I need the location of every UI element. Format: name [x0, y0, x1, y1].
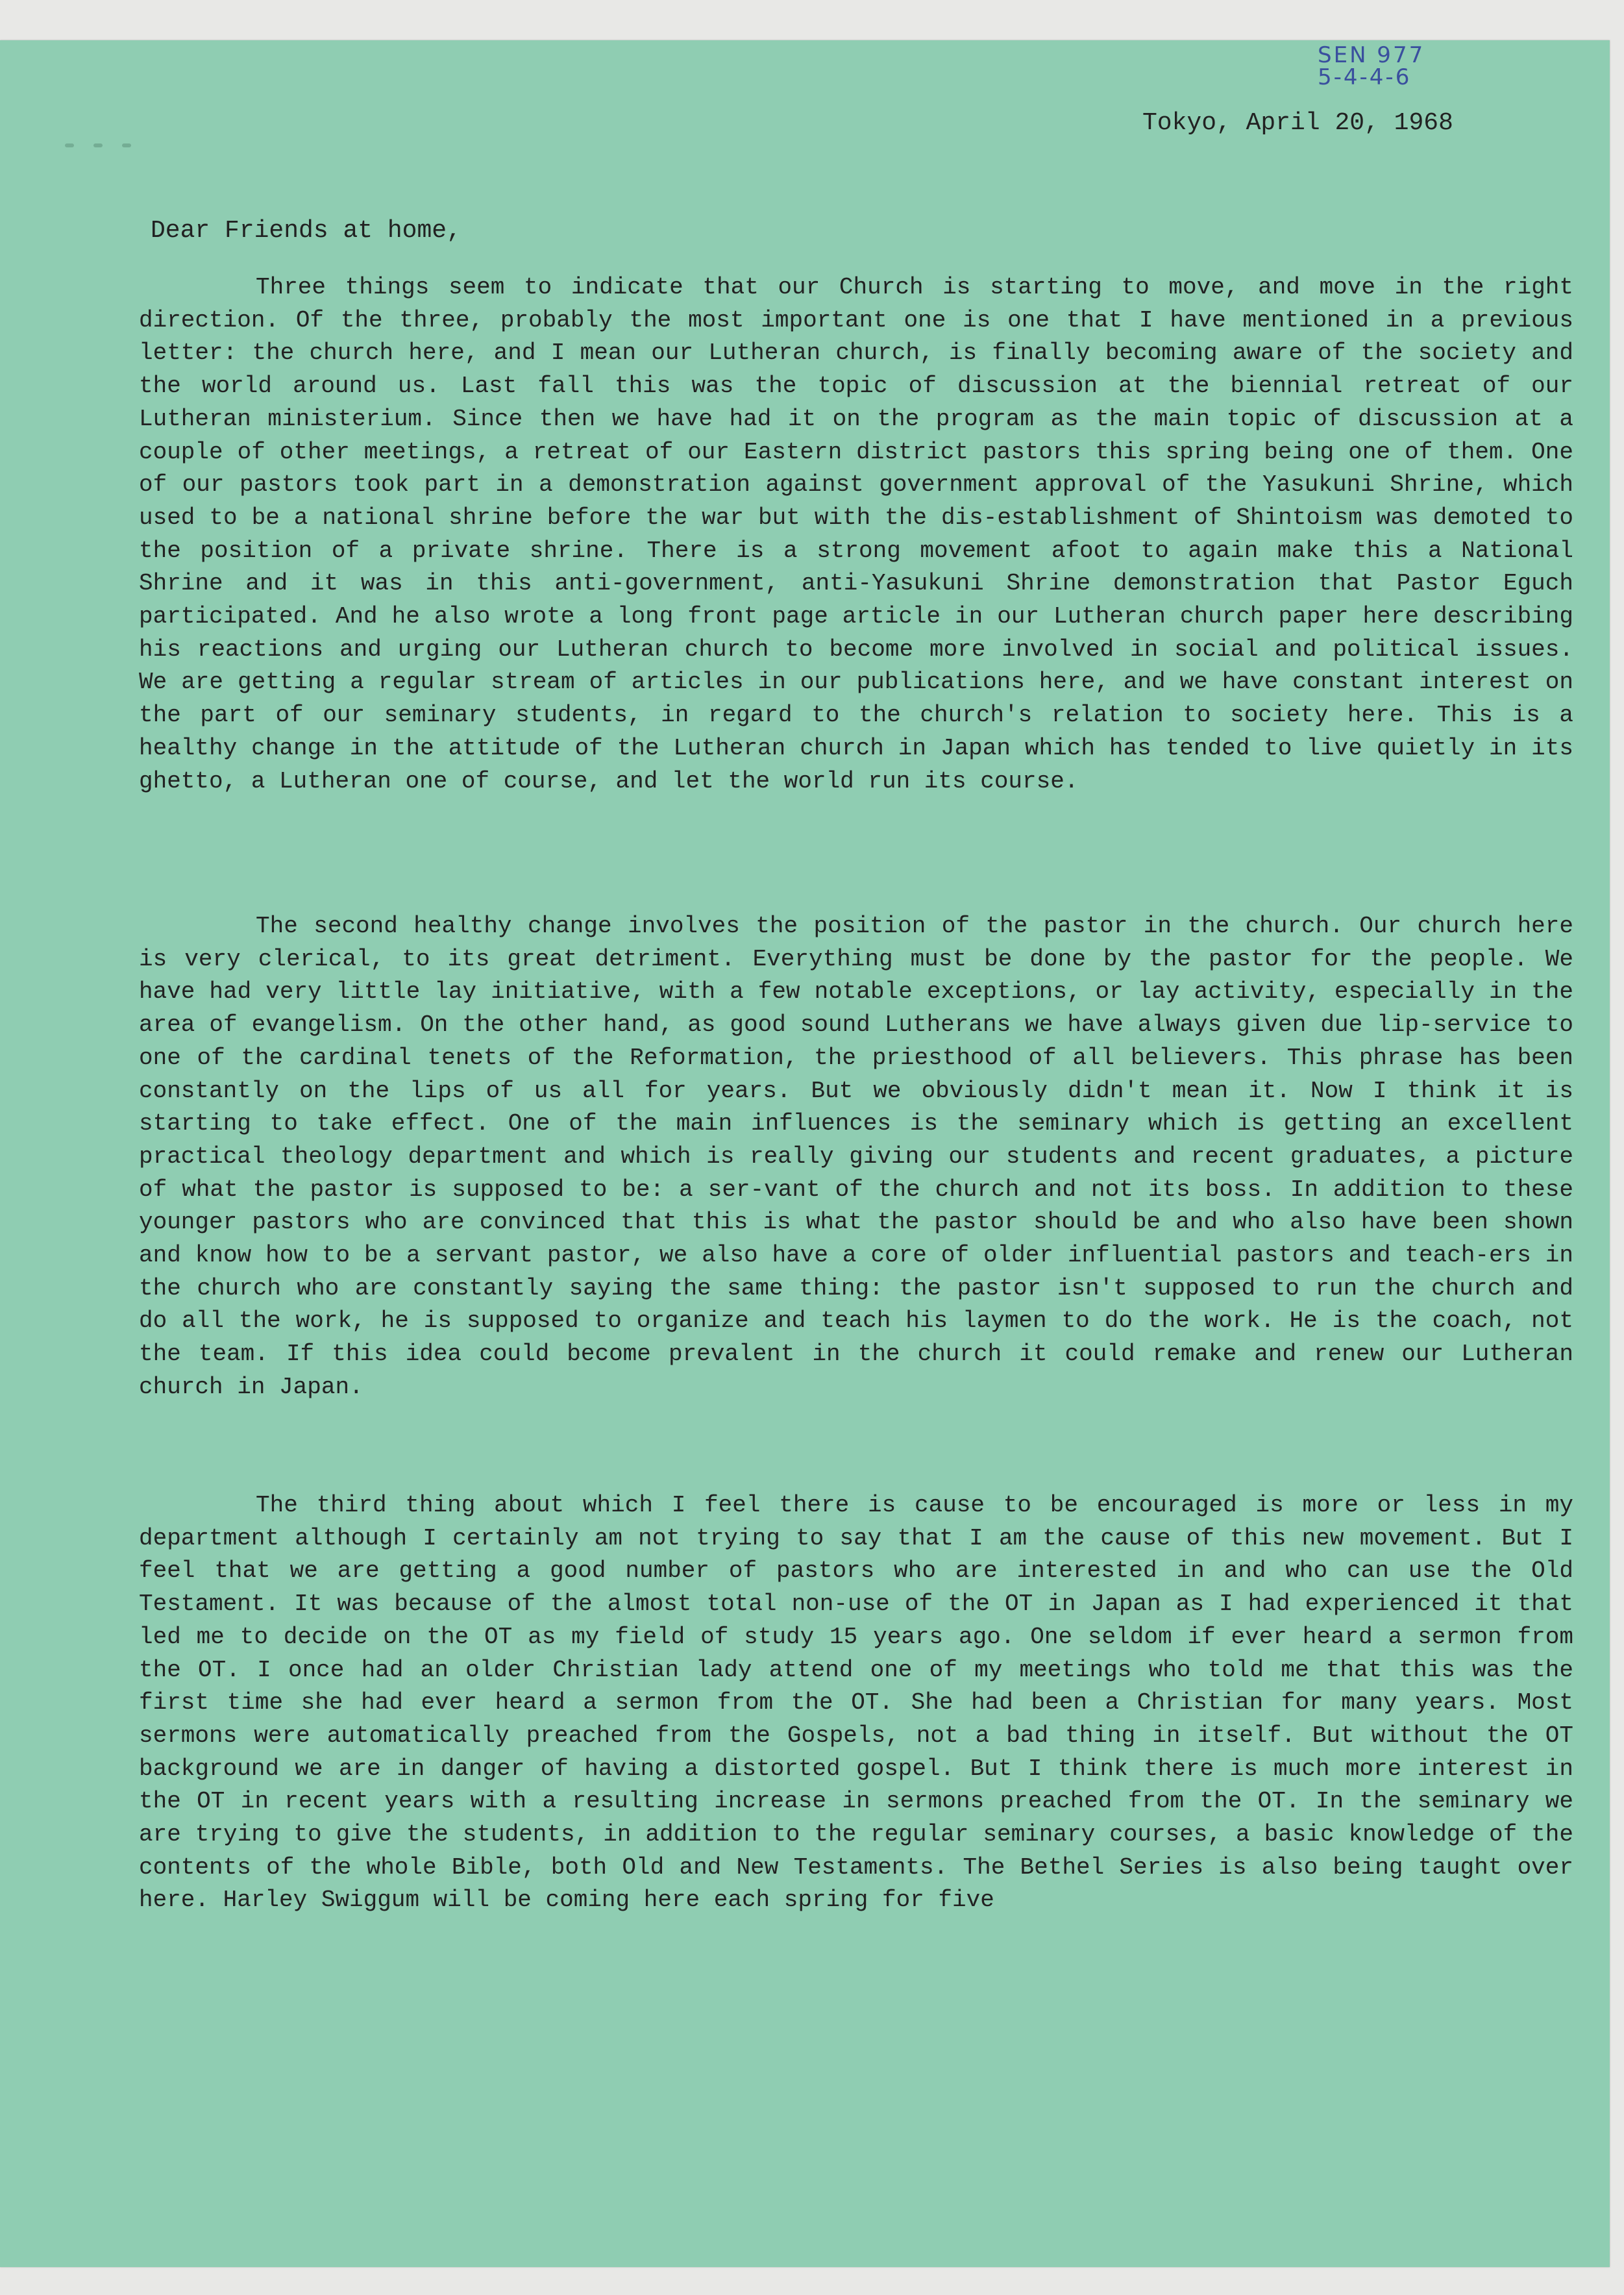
letter-date: Tokyo, April 20, 1968 — [1142, 109, 1453, 137]
salutation: Dear Friends at home, — [151, 217, 461, 245]
handwritten-archive-code — [1318, 44, 1425, 88]
archive-code-line-1: SEN 977 — [1318, 42, 1425, 68]
archive-code-line-2: 5-4-4-6 — [1318, 64, 1412, 90]
paragraph-2: The second healthy change involves the position of the pastor in the church. Our church here is very clerical, to its great detriment. Everything must be done by the pastor for the people. We have had very little lay initiative, with a few notable exceptions, or lay activity, especially in the area of evangelism. On the other hand, as good sound Lutherans we have always given due lip-service to one of the cardinal tenets of the Reformation, the priesthood of all believers. This phrase has been constantly on the lips of us all for years. But we obviously didn't mean it. Now I think it is starting to take effect. One of the main influences is the seminary which is getting an excellent practical theology department and which is really giving our students and recent graduates, a picture of what the pastor is supposed to be: a ser-vant of the church and not its boss. In addition to these younger pastors who are convinced that this is what the pastor should be and who also have been shown and know how to be a servant pastor, we also have a core of older influential pastors and teach-ers in the church who are constantly saying the same thing: the pastor isn't supposed to run the church and do all the work, he is supposed to organize and teach his laymen to do the work. He is the coach, not the team. If this idea could become prevalent in the church it could remake and renew our Lutheran church in Japan. — [139, 913, 1573, 1400]
paper-blemish — [65, 139, 162, 144]
paragraph-1: Three things seem to indicate that our Church is starting to move, and move in the right direction. Of the three, probably the most important one is one that I have mentioned in a previous letter: the church here, and I mean our Lutheran church, is finally becoming aware of the society and the world around us. Last fall this was the topic of discussion at the biennial retreat of our Lutheran ministerium. Since then we have had it on the program as the main topic of discussion at a couple of other meetings, a retreat of our Eastern district pastors this spring being one of them. One of our pastors took part in a demonstration against government approval of the Yasukuni Shrine, which used to be a national shrine before the war but with the dis-establishment of Shintoism was demoted to the position of a private shrine. There is a strong movement afoot to again make this a National Shrine and it was in this anti-government, anti-Yasukuni Shrine demonstration that Pastor Eguch participated. And he also wrote a long front page article in our Lutheran church paper here describing his reactions and urging our Lutheran church to become more involved in social and political issues. We are getting a regular stream of articles in our publications here, and we have constant interest on the part of our seminary students, in regard to the church's relation to society here. This is a healthy change in the attitude of the Lutheran church in Japan which has tended to live quietly in its ghetto, a Lutheran one of course, and let the world run its course. — [139, 274, 1573, 795]
paragraph-3: The third thing about which I feel there is cause to be encouraged is more or less in my department although I certainly am not trying to say that I am the cause of this new movement. But I feel that we are getting a good number of pastors who are interested in and who can use the Old Testament. It was because of the almost total non-use of the OT in Japan as I had experienced it that led me to decide on the OT as my field of study 15 years ago. One seldom if ever heard a sermon from the OT. I once had an older Christian lady attend one of my meetings who told me that this was the first time she had ever heard a sermon from the OT. She had been a Christian for many years. Most sermons were automatically preached from the Gospels, not a bad thing in itself. But without the OT background we are in danger of having a distorted gospel. But I think there is much more interest in the OT in recent years with a resulting increase in sermons preached from the OT. In the seminary we are trying to give the students, in addition to the regular seminary courses, a basic knowledge of the contents of the whole Bible, both Old and New Testaments. The Bethel Series is also being taught over here. Harley Swiggum will be coming here each spring for five — [139, 1492, 1573, 1914]
